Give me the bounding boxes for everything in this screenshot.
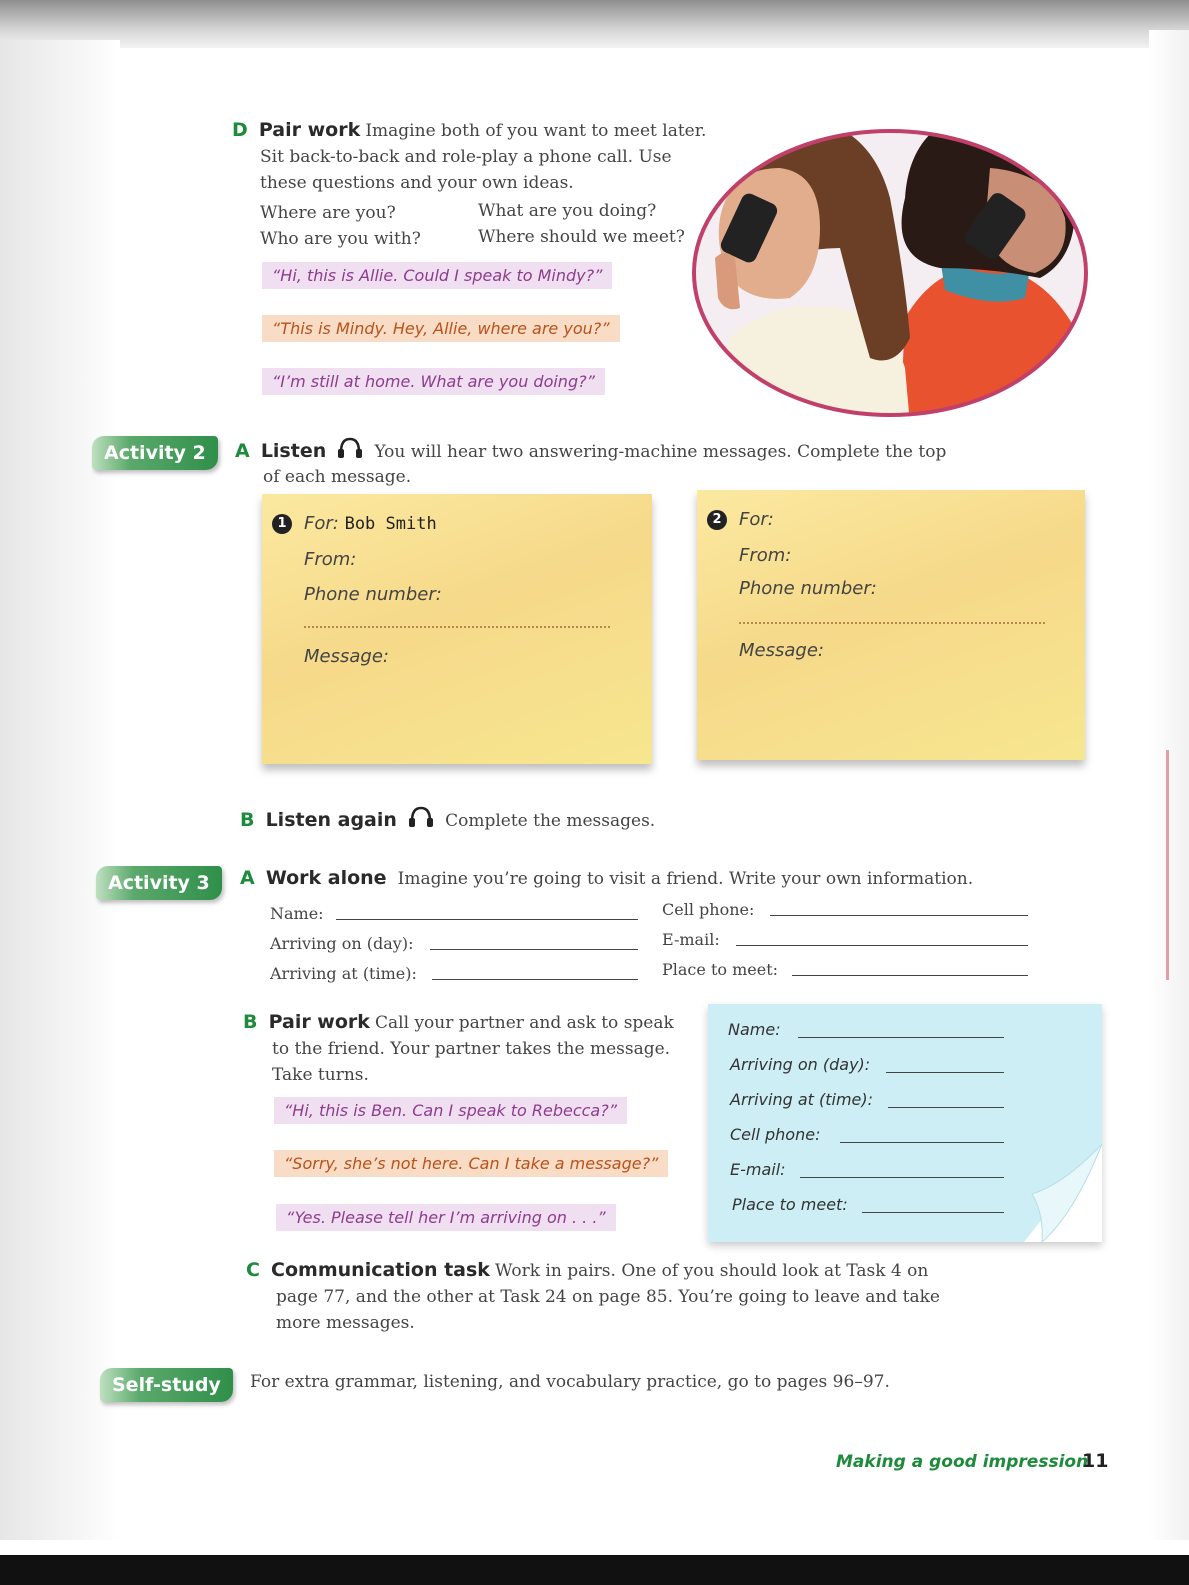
activity-d-instruction-3: these questions and your own ideas. (260, 173, 574, 193)
note-2-phone-label: Phone number: (739, 578, 877, 599)
message-note-2 (697, 490, 1085, 760)
activity-3-quote-2: “Sorry, she’s not here. Can I take a message?” (274, 1150, 668, 1177)
activity-2b-heading: Listen again (265, 809, 397, 831)
note-1-for-label: For: (304, 513, 339, 534)
card-place-label: Place to meet: (732, 1195, 848, 1214)
activity-d-instruction-2: Sit back-to-back and role-play a phone call. Use (260, 147, 672, 167)
unit-title-footer: Making a good impression (836, 1452, 1089, 1472)
card-name-line[interactable] (798, 1036, 1004, 1038)
activity-2a-instruction-2: of each message. (263, 467, 412, 487)
note-1-from-label: From: (304, 549, 357, 570)
question-4: Where should we meet? (478, 227, 685, 247)
note-1-message-label: Message: (304, 646, 389, 667)
field-name-line[interactable] (336, 918, 638, 920)
activity-3c (246, 1258, 966, 1336)
card-curl-corner (1024, 1144, 1102, 1242)
activity-3c-instruction-2: page 77, and the other at Task 24 on page 85. You’re going to leave and take (276, 1287, 940, 1307)
activity-3a-letter: A (240, 867, 255, 889)
self-study-tag: Self-study (100, 1368, 233, 1402)
activity-3b-instruction-3: Take turns. (272, 1065, 369, 1085)
phone-call-photo (690, 108, 1090, 424)
page-bottom-edge (0, 1555, 1189, 1585)
field-arriving-time-label: Arriving at (time): (270, 964, 417, 983)
activity-3c-instruction-3: more messages. (276, 1313, 415, 1333)
card-arriving-day-label: Arriving on (day): (730, 1055, 871, 1074)
dialogue-quote-1: “Hi, this is Allie. Could I speak to Mindy?” (262, 262, 612, 289)
page-edge-mark (1166, 750, 1169, 980)
activity-2a-letter: A (235, 440, 250, 462)
activity-3c-heading: Communication task (271, 1259, 490, 1281)
note-2-from-label: From: (739, 545, 792, 566)
question-2: What are you doing? (478, 201, 657, 221)
dialogue-quote-2: “This is Mindy. Hey, Allie, where are you?” (262, 315, 620, 342)
activity-d-instruction-1: Imagine both of you want to meet later. (365, 121, 707, 141)
headphones-icon (337, 436, 363, 464)
card-arriving-day-line[interactable] (886, 1071, 1004, 1073)
note-1-divider (304, 626, 610, 628)
message-note-1 (262, 494, 652, 764)
field-arriving-day-label: Arriving on (day): (270, 934, 414, 953)
activity-2-tag: Activity 2 (92, 436, 218, 470)
message-card-blue (708, 1004, 1102, 1242)
activity-3b-instruction-1: Call your partner and ask to speak (375, 1013, 674, 1033)
activity-3-quote-1: “Hi, this is Ben. Can I speak to Rebecca?” (274, 1097, 627, 1124)
activity-2b-line (240, 805, 655, 834)
activity-2b-letter: B (240, 809, 255, 831)
field-cell-phone-line[interactable] (770, 914, 1028, 916)
field-arriving-time-line[interactable] (432, 978, 638, 980)
activity-3b-instruction-2: to the friend. Your partner takes the message. (272, 1039, 671, 1059)
field-place-label: Place to meet: (662, 960, 779, 979)
page-left-shadow (0, 40, 120, 1540)
card-cell-phone-label: Cell phone: (730, 1125, 821, 1144)
question-1: Where are you? (260, 203, 396, 223)
card-arriving-time-label: Arriving at (time): (730, 1090, 874, 1109)
field-email-line[interactable] (736, 944, 1028, 946)
activity-3a-line (240, 866, 973, 892)
field-arriving-day-line[interactable] (430, 948, 638, 950)
card-arriving-time-line[interactable] (888, 1106, 1004, 1108)
field-email-label: E-mail: (662, 930, 720, 949)
card-cell-phone-line[interactable] (840, 1141, 1004, 1143)
field-name-label: Name: (270, 904, 324, 923)
note-1-for-value: Bob Smith (344, 514, 437, 534)
activity-d-heading: Pair work (258, 119, 361, 141)
activity-3a-instruction: Imagine you’re going to visit a friend. Write your own information. (397, 869, 974, 889)
card-email-line[interactable] (800, 1176, 1004, 1178)
note-2-for-label: For: (739, 509, 774, 530)
note-2-message-label: Message: (739, 640, 824, 661)
activity-2a-line (235, 436, 946, 465)
activity-3-tag: Activity 3 (96, 866, 222, 900)
activity-3c-instruction-1: Work in pairs. One of you should look at Task 4 on (495, 1261, 929, 1281)
activity-3b-letter: B (243, 1011, 258, 1033)
self-study-text: For extra grammar, listening, and vocabulary practice, go to pages 96–97. (250, 1372, 890, 1392)
note-2-divider (739, 622, 1045, 624)
activity-2a-heading: Listen (260, 440, 327, 462)
card-email-label: E-mail: (730, 1160, 786, 1179)
page-number: 11 (1082, 1450, 1109, 1472)
activity-d (232, 118, 707, 196)
dialogue-quote-3: “I’m still at home. What are you doing?” (262, 368, 605, 395)
activity-d-letter: D (232, 119, 248, 141)
note-1-phone-label: Phone number: (304, 584, 442, 605)
page-top-shadow (0, 0, 1189, 48)
headphones-icon (408, 805, 434, 833)
note-1-number: 1 (272, 514, 292, 534)
field-place-line[interactable] (792, 974, 1028, 976)
activity-3-quote-3: “Yes. Please tell her I’m arriving on . . .” (276, 1204, 616, 1231)
activity-2b-instruction: Complete the messages. (445, 811, 656, 831)
note-2-number: 2 (707, 510, 727, 530)
activity-3a-heading: Work alone (265, 867, 387, 889)
question-3: Who are you with? (260, 229, 421, 249)
page-right-shadow (1149, 30, 1189, 1540)
activity-2a-instruction-1: You will hear two answering-machine messages. Complete the top (374, 442, 947, 462)
note-1-for-row (304, 513, 437, 534)
activity-3c-letter: C (246, 1259, 260, 1281)
activity-3b (243, 1010, 693, 1088)
field-cell-phone-label: Cell phone: (662, 900, 755, 919)
card-place-line[interactable] (862, 1211, 1004, 1213)
card-name-label: Name: (728, 1020, 781, 1039)
activity-3b-heading: Pair work (268, 1011, 370, 1033)
